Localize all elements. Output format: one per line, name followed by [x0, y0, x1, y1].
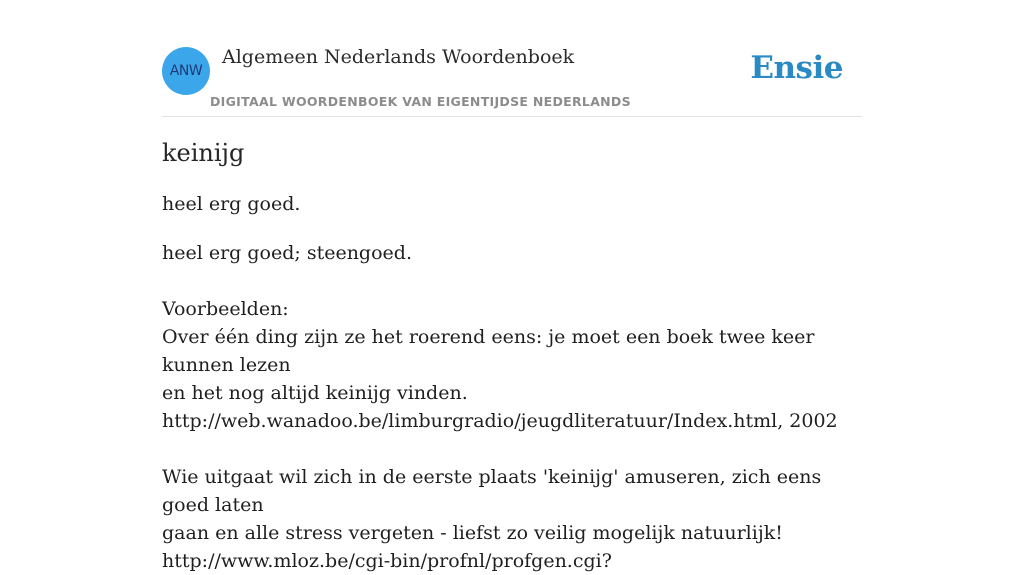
example-1-line-1: Over één ding zijn ze het roerend eens: je moet een boek twee keer kunnen lezen — [162, 326, 815, 376]
examples-label: Voorbeelden: — [162, 298, 289, 320]
definition-body — [162, 239, 862, 575]
headword: keinijg — [162, 139, 245, 167]
dictionary-title[interactable]: Algemeen Nederlands Woordenboek — [222, 46, 575, 68]
spacer — [162, 267, 862, 295]
short-definition: heel erg goed. — [162, 193, 301, 215]
example-1-source: http://web.wanadoo.be/limburgradio/jeugdliteratuur/Index.html, 2002 — [162, 410, 838, 432]
site-header — [162, 0, 862, 117]
example-1-line-2: en het nog altijd keinijg vinden. — [162, 382, 468, 404]
example-2-line-1: Wie uitgaat wil zich in de eerste plaats 'keinijg' amuseren, zich eens goed laten — [162, 466, 822, 516]
page-container — [162, 0, 862, 572]
anw-logo[interactable] — [162, 47, 210, 95]
logo-text: ANW — [169, 63, 203, 79]
full-definition: heel erg goed; steengoed. — [162, 242, 412, 264]
dictionary-subtitle: DIGITAAL WOORDENBOEK VAN EIGENTIJDSE NEDERLANDS — [210, 94, 631, 109]
example-2-source: http://www.mloz.be/cgi-bin/profnl/profgen.cgi? — [162, 550, 612, 572]
ensie-brand-link[interactable]: Ensie — [750, 50, 843, 86]
spacer — [162, 435, 862, 463]
example-2-line-2: gaan en alle stress vergeten - liefst zo veilig mogelijk natuurlijk! — [162, 522, 783, 544]
